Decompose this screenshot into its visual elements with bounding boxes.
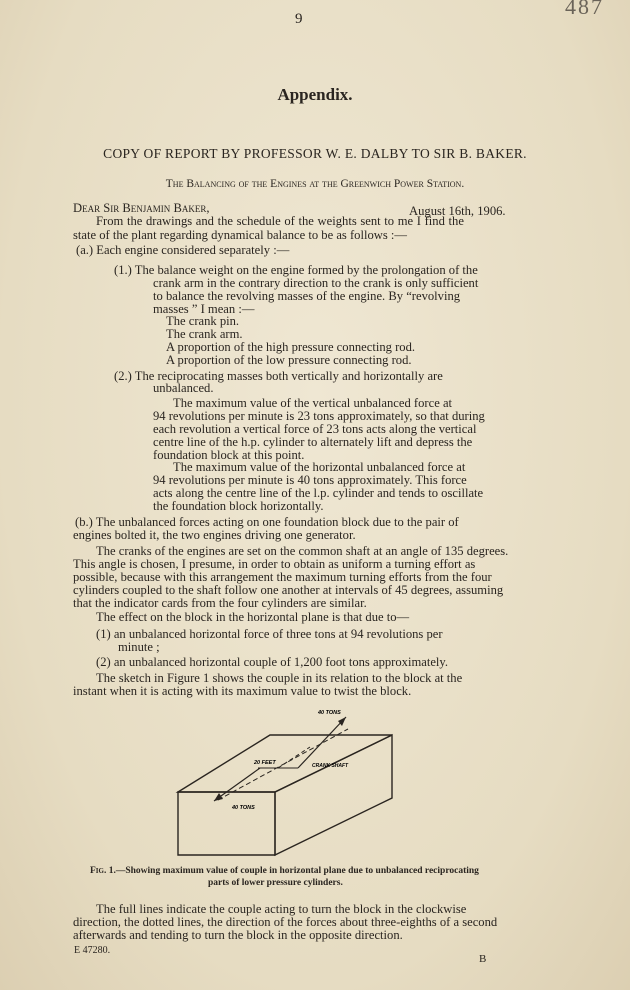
letter-date: August 16th, 1906. (409, 204, 506, 218)
body-line: minute ; (118, 640, 160, 654)
report-subtitle: The Balancing of the Engines at the Greenwich Power Station. (165, 178, 465, 190)
body-line: The crank pin. (166, 314, 240, 328)
body-line: This angle is chosen, I presume, in order to obtain as uniform a turning effort as (73, 557, 476, 571)
body-line: The sketch in Figure 1 shows the couple in its relation to the block at the (96, 671, 463, 685)
closing-line: direction, the dotted lines, the direction of the forces about three-eighths of a second (73, 915, 498, 929)
body-line: The maximum value of the vertical unbalanced force at (173, 396, 453, 410)
appendix-heading: Appendix. (277, 85, 353, 104)
body-line: (b.) The unbalanced forces acting on one foundation block due to the pair of (75, 515, 459, 529)
arm-label: 20 FEET (254, 760, 276, 766)
body-line: unbalanced. (153, 381, 214, 395)
report-title: COPY OF REPORT BY PROFESSOR W. E. DALBY TO SIR B. BAKER. (103, 146, 527, 161)
body-line: crank arm in the contrary direction to the crank is only sufficient (153, 276, 479, 290)
block-right-face (275, 735, 392, 855)
body-line: The cranks of the engines are set on the common shaft at an angle of 135 degrees. (96, 544, 509, 558)
figure-caption-line-2: parts of lower pressure cylinders. (208, 878, 343, 888)
body-line: foundation block at this point. (153, 448, 305, 462)
body-line: The maximum value of the horizontal unbalanced force at (173, 460, 466, 474)
body-line: 94 revolutions per minute is 23 tons approximately, so that during (153, 409, 485, 423)
body-line: 94 revolutions per minute is 40 tons approximately. This force (153, 473, 467, 487)
show-through-text (70, 32, 530, 56)
body-line: possible, because with this arrangement the maximum turning efforts from the four (73, 570, 492, 584)
closing-line: The full lines indicate the couple acting to turn the block in the clockwise (96, 902, 467, 916)
body-line: From the drawings and the schedule of the weights sent to me I find the (96, 214, 464, 228)
body-line: engines bolted it, the two engines driving one generator. (73, 528, 356, 542)
body-line: acts along the centre line of the l.p. cylinder and tends to oscillate (153, 486, 484, 500)
figure-1-sketch (170, 705, 430, 860)
body-line: to balance the revolving masses of the engine. By “revolving (153, 289, 461, 303)
figure-caption-text: —Showing maximum value of couple in horizontal plane due to unbalanced reciprocating (115, 866, 479, 876)
body-line: (a.) Each engine considered separately :— (76, 243, 290, 257)
salutation: Dear Sir Benjamin Baker, (73, 201, 210, 215)
signature-mark: B (479, 953, 487, 965)
body-line: (2.) The reciprocating masses both vertically and horizontally are (114, 369, 443, 383)
body-line: The crank arm. (166, 327, 243, 341)
body-line: centre line of the h.p. cylinder to alternately lift and depress the (153, 435, 473, 449)
file-reference: E 47280. (74, 945, 111, 956)
figure-caption-prefix: Fig. 1. (90, 866, 116, 876)
body-line: A proportion of the high pressure connecting rod. (166, 340, 416, 354)
body-line: that the indicator cards from the four cylinders are similar. (73, 596, 367, 610)
force-label-top: 40 TONS (318, 710, 341, 716)
body-line: The effect on the block in the horizontal plane is that due to— (96, 610, 410, 624)
block-front-face (178, 792, 275, 855)
shaft-label: CRANK SHAFT (312, 763, 349, 769)
body-line: state of the plant regarding dynamical balance to be as follows :— (73, 228, 407, 242)
force-label-bottom: 40 TONS (232, 805, 255, 811)
body-line: (1.) The balance weight on the engine formed by the prolongation of the (114, 263, 478, 277)
body-line: the foundation block horizontally. (153, 499, 324, 513)
body-line: each revolution a vertical force of 23 tons acts along the vertical (153, 422, 477, 436)
body-line: cylinders coupled to the shaft follow one another at intervals of 45 degrees, assuming (73, 583, 504, 597)
body-line: instant when it is acting with its maximum value to twist the block. (73, 684, 412, 698)
closing-line: afterwards and tending to turn the block in the opposite direction. (73, 928, 403, 942)
handwritten-page-stamp: 487 (565, 0, 604, 19)
body-line: (2) an unbalanced horizontal couple of 1,200 foot tons approximately. (96, 655, 449, 669)
body-line: (1) an unbalanced horizontal force of three tons at 94 revolutions per (96, 627, 443, 641)
body-line: A proportion of the low pressure connecting rod. (166, 353, 412, 367)
page-number: 9 (295, 11, 303, 27)
figure-caption-line (90, 866, 479, 876)
body-line: masses ” I mean :— (153, 302, 255, 316)
